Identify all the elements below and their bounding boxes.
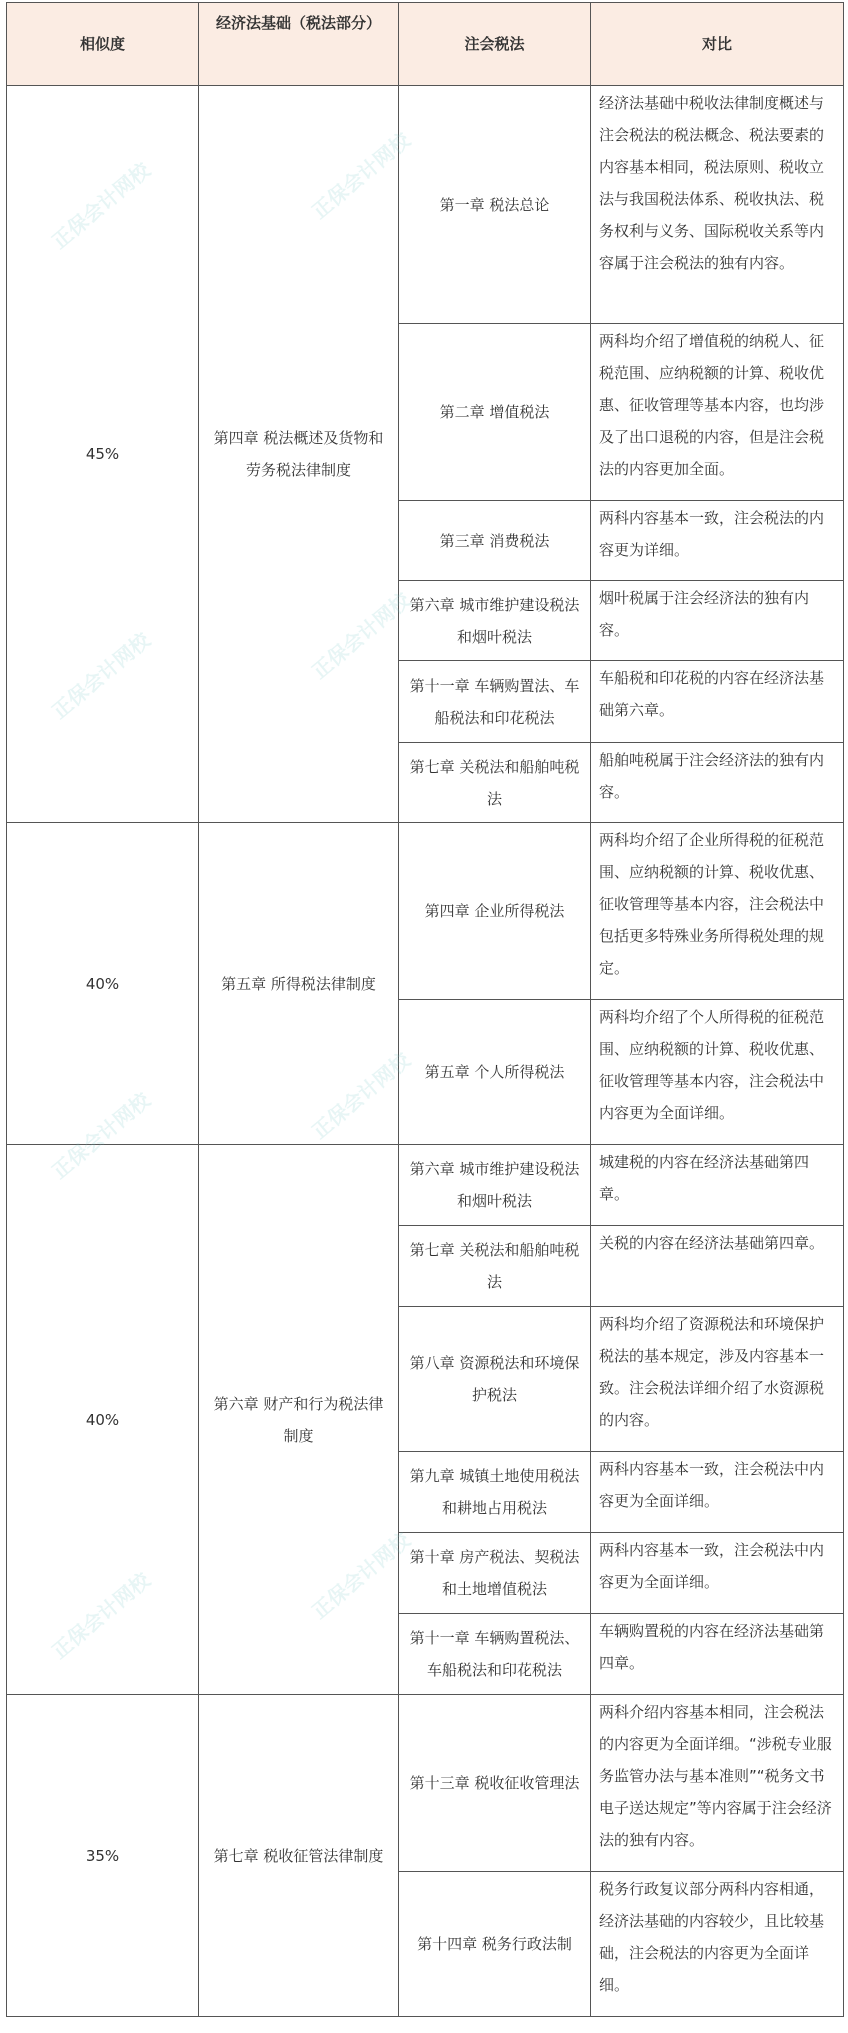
- similarity-cell: 40%: [7, 823, 199, 1145]
- header-row: [7, 3, 844, 86]
- table-row: [7, 823, 844, 1000]
- watermark-text: 正保会计网校: [47, 1567, 155, 1664]
- econ-chapter-cell: 第六章 财产和行为税法律制度: [199, 1145, 399, 1695]
- watermark-text: 正保会计网校: [47, 1087, 155, 1184]
- header-econ-basics: 经济法基础（税法部分）: [199, 3, 399, 86]
- table-row: [7, 1145, 844, 1226]
- cpa-chapter-cell: 第六章 城市维护建设税法和烟叶税法: [399, 581, 591, 661]
- cpa-chapter-cell: 第十一章 车辆购置税法、车船税法和印花税法: [399, 1614, 591, 1695]
- comparison-cell: 船舶吨税属于注会经济法的独有内容。: [591, 743, 844, 823]
- comparison-cell: 两科均介绍了个人所得税的征税范围、应纳税额的计算、税收优惠、征收管理等基本内容，注会税法中内容更为全面详细。: [591, 1000, 844, 1145]
- comparison-cell: 税务行政复议部分两科内容相通，经济法基础的内容较少，且比较基础，注会税法的内容更为全面详细。: [591, 1872, 844, 2017]
- comparison-table: [6, 2, 844, 2017]
- comparison-cell: 两科介绍内容基本相同，注会税法的内容更为全面详细。“涉税专业服务监管办法与基本准则”“税务文书电子送达规定”等内容属于注会经济法的独有内容。: [591, 1695, 844, 1872]
- comparison-cell: 两科内容基本一致，注会税法中内容更为全面详细。: [591, 1452, 844, 1533]
- cpa-chapter-cell: 第八章 资源税法和环境保护税法: [399, 1307, 591, 1452]
- comparison-cell: 车辆购置税的内容在经济法基础第四章。: [591, 1614, 844, 1695]
- cpa-chapter-cell: 第三章 消费税法: [399, 501, 591, 581]
- cpa-chapter-cell: 第五章 个人所得税法: [399, 1000, 591, 1145]
- econ-chapter-cell: 第四章 税法概述及货物和劳务税法律制度: [199, 86, 399, 823]
- watermark-text: 正保会计网校: [307, 127, 415, 224]
- cpa-chapter-cell: 第十章 房产税法、契税法和土地增值税法: [399, 1533, 591, 1614]
- similarity-cell: 40%: [7, 1145, 199, 1695]
- header-similarity: 相似度: [7, 3, 199, 86]
- cpa-chapter-cell: 第十四章 税务行政法制: [399, 1872, 591, 2017]
- comparison-cell: 关税的内容在经济法基础第四章。: [591, 1226, 844, 1307]
- cpa-chapter-cell: 第十一章 车辆购置法、车船税法和印花税法: [399, 661, 591, 743]
- similarity-cell: 35%: [7, 1695, 199, 2017]
- header-cpa-tax: 注会税法: [399, 3, 591, 86]
- comparison-cell: 两科内容基本一致，注会税法中内容更为全面详细。: [591, 1533, 844, 1614]
- econ-chapter-cell: 第七章 税收征管法律制度: [199, 1695, 399, 2017]
- cpa-chapter-cell: 第九章 城镇土地使用税法和耕地占用税法: [399, 1452, 591, 1533]
- table-row: [7, 86, 844, 324]
- cpa-chapter-cell: 第七章 关税法和船舶吨税法: [399, 1226, 591, 1307]
- comparison-cell: 两科均介绍了资源税法和环境保护税法的基本规定，涉及内容基本一致。注会税法详细介绍了水资源税的内容。: [591, 1307, 844, 1452]
- cpa-chapter-cell: 第四章 企业所得税法: [399, 823, 591, 1000]
- header-comparison: 对比: [591, 3, 844, 86]
- cpa-chapter-cell: 第六章 城市维护建设税法和烟叶税法: [399, 1145, 591, 1226]
- comparison-cell: 两科内容基本一致，注会税法的内容更为详细。: [591, 501, 844, 581]
- comparison-cell: 车船税和印花税的内容在经济法基础第六章。: [591, 661, 844, 743]
- comparison-cell: 两科均介绍了增值税的纳税人、征税范围、应纳税额的计算、税收优惠、征收管理等基本内容，也均涉及了出口退税的内容，但是注会税法的内容更加全面。: [591, 324, 844, 501]
- comparison-cell: 城建税的内容在经济法基础第四章。: [591, 1145, 844, 1226]
- watermark-text: 正保会计网校: [307, 1527, 415, 1624]
- watermark-text: 正保会计网校: [307, 1047, 415, 1144]
- cpa-chapter-cell: 第一章 税法总论: [399, 86, 591, 324]
- similarity-cell: 45%: [7, 86, 199, 823]
- table-row: [7, 1695, 844, 1872]
- cpa-chapter-cell: 第二章 增值税法: [399, 324, 591, 501]
- comparison-cell: 经济法基础中税收法律制度概述与注会税法的税法概念、税法要素的内容基本相同，税法原则、税收立法与我国税法体系、税收执法、税务权利与义务、国际税收关系等内容属于注会税法的独有内容。: [591, 86, 844, 324]
- comparison-cell: 烟叶税属于注会经济法的独有内容。: [591, 581, 844, 661]
- cpa-chapter-cell: 第七章 关税法和船舶吨税法: [399, 743, 591, 823]
- watermark-text: 正保会计网校: [47, 157, 155, 254]
- comparison-cell: 两科均介绍了企业所得税的征税范围、应纳税额的计算、税收优惠、征收管理等基本内容，注会税法中包括更多特殊业务所得税处理的规定。: [591, 823, 844, 1000]
- econ-chapter-cell: 第五章 所得税法律制度: [199, 823, 399, 1145]
- cpa-chapter-cell: 第十三章 税收征收管理法: [399, 1695, 591, 1872]
- watermark-text: 正保会计网校: [307, 587, 415, 684]
- watermark-text: 正保会计网校: [47, 627, 155, 724]
